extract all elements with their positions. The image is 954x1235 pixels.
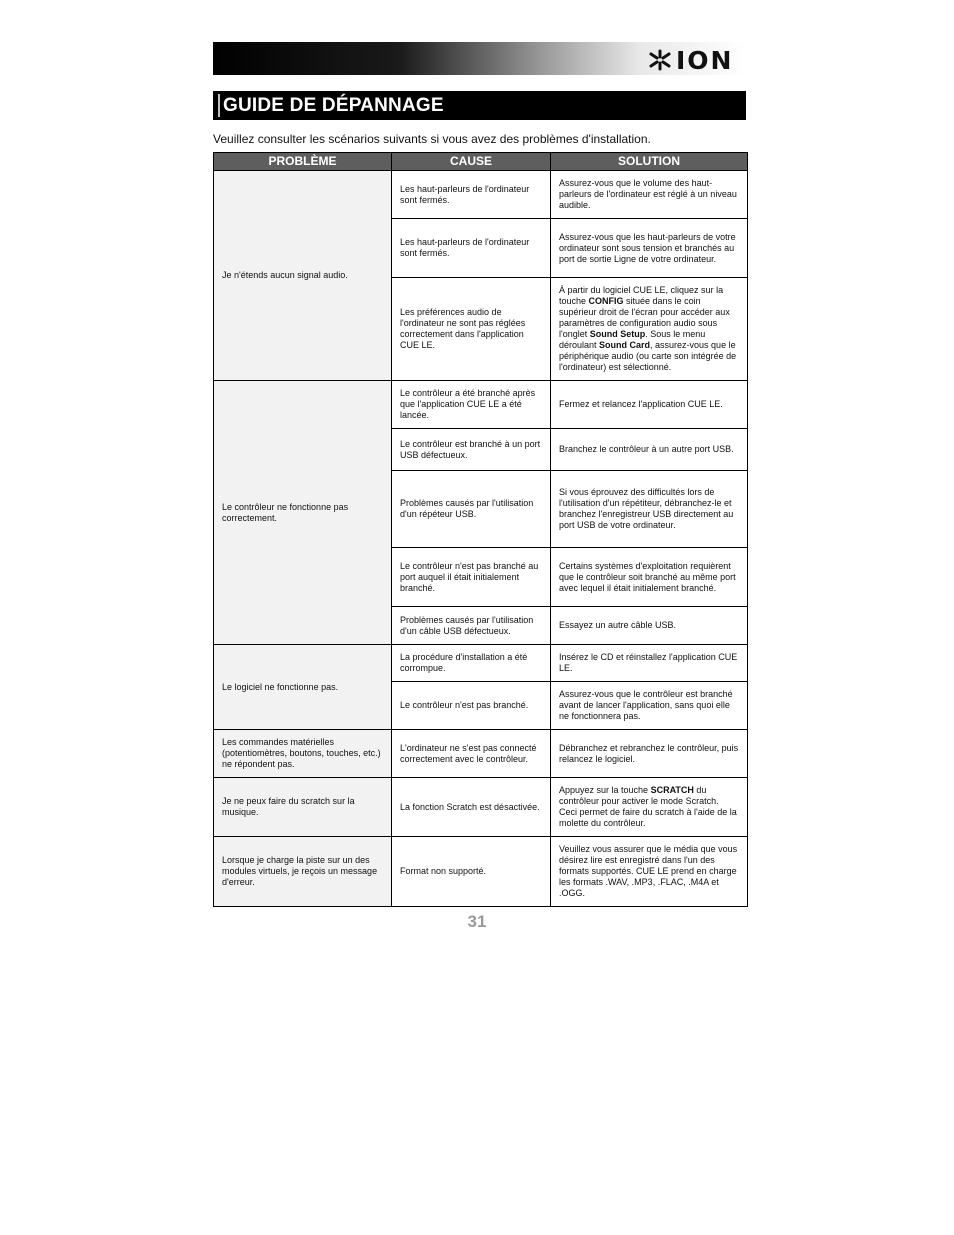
problem-cell: Je n'étends aucun signal audio.	[214, 171, 392, 381]
problem-cell: Je ne peux faire du scratch sur la musique.	[214, 778, 392, 837]
table-row	[214, 381, 748, 429]
solution-text: , assurez-vous que le périphérique audio (ou carte son intégrée de l'ordinateur) est sélectionné.	[559, 340, 737, 372]
troubleshooting-table	[213, 152, 748, 907]
cause-cell: Problèmes causés par l'utilisation d'un répéteur USB.	[392, 471, 551, 548]
header-cause: CAUSE	[392, 153, 551, 171]
solution-cell: Débranchez et rebranchez le contrôleur, puis relancez le logiciel.	[551, 730, 748, 778]
page-number: 31	[467, 912, 487, 931]
cause-cell: Les haut-parleurs de l'ordinateur sont fermés.	[392, 219, 551, 278]
solution-emphasis: CONFIG	[588, 296, 624, 306]
solution-emphasis: Sound Card	[599, 340, 651, 350]
solution-text: Appuyez sur la touche	[559, 785, 651, 795]
solution-text: située dans le coin supérieur droit de l'écran pour accéder aux paramètres de configuration audio sous l'onglet	[559, 296, 730, 339]
cause-cell: Les haut-parleurs de l'ordinateur sont fermés.	[392, 171, 551, 219]
table-header-row	[214, 153, 748, 171]
header-solution: SOLUTION	[551, 153, 748, 171]
solution-cell	[551, 778, 748, 837]
section-title-bar	[213, 91, 746, 120]
cause-cell: Le contrôleur est branché à un port USB défectueux.	[392, 429, 551, 471]
table-body	[214, 171, 748, 907]
brand-name: ION	[676, 45, 734, 75]
cause-cell: Problèmes causés par l'utilisation d'un câble USB défectueux.	[392, 607, 551, 645]
solution-cell: Si vous éprouvez des difficultés lors de l'utilisation d'un répétiteur, débranchez-le et branchez l'enregistreur USB directement au port USB de votre ordinateur.	[551, 471, 748, 548]
cause-cell: Format non supporté.	[392, 837, 551, 907]
cause-cell: L'ordinateur ne s'est pas connecté correctement avec le contrôleur.	[392, 730, 551, 778]
cause-cell: La procédure d'installation a été corrompue.	[392, 645, 551, 682]
solution-cell: Assurez-vous que le contrôleur est branché avant de lancer l'application, sans quoi elle ne fonctionnera pas.	[551, 682, 748, 730]
solution-cell: Assurez-vous que les haut-parleurs de votre ordinateur sont sous tension et branchés au port de sortie Ligne de votre ordinateur.	[551, 219, 748, 278]
solution-cell: Branchez le contrôleur à un autre port USB.	[551, 429, 748, 471]
table-row	[214, 171, 748, 219]
solution-cell: Fermez et relancez l'application CUE LE.	[551, 381, 748, 429]
cause-cell: Le contrôleur n'est pas branché au port auquel il était initialement branché.	[392, 548, 551, 607]
solution-cell: Certains systèmes d'exploitation requièrent que le contrôleur soit branché au même port avec lequel il était initialement branché.	[551, 548, 748, 607]
cause-cell: Le contrôleur n'est pas branché.	[392, 682, 551, 730]
page-title: GUIDE DE DÉPANNAGE	[223, 95, 444, 116]
problem-cell: Le logiciel ne fonctionne pas.	[214, 645, 392, 730]
table-row	[214, 730, 748, 778]
solution-text: . Sous le menu déroulant	[559, 329, 706, 350]
solution-cell	[551, 278, 748, 381]
solution-emphasis: Sound Setup	[589, 329, 646, 339]
table-row	[214, 837, 748, 907]
brand-logo	[649, 46, 733, 74]
problem-cell: Les commandes matérielles (potentiomètres, boutons, touches, etc.) ne répondent pas.	[214, 730, 392, 778]
intro-text: Veuillez consulter les scénarios suivants si vous avez des problèmes d'installation.	[213, 132, 651, 146]
solution-cell: Assurez-vous que le volume des haut-parleurs de l'ordinateur est réglé à un niveau audible.	[551, 171, 748, 219]
cause-cell: La fonction Scratch est désactivée.	[392, 778, 551, 837]
header-probleme: PROBLÈME	[214, 153, 392, 171]
table-row	[214, 645, 748, 682]
table-row	[214, 778, 748, 837]
solution-cell: Veuillez vous assurer que le média que vous désirez lire est enregistré dans l'un des formats supportés. CUE LE prend en charge les formats .WAV, .MP3, .FLAC, .M4A et .OGG.	[551, 837, 748, 907]
solution-cell: Essayez un autre câble USB.	[551, 607, 748, 645]
title-accent-rule	[218, 94, 220, 117]
cause-cell: Le contrôleur a été branché après que l'application CUE LE a été lancée.	[392, 381, 551, 429]
problem-cell: Le contrôleur ne fonctionne pas correctement.	[214, 381, 392, 645]
solution-text: du contrôleur pour activer le mode Scratch. Ceci permet de faire du scratch à l'aide de la molette du contrôleur.	[559, 785, 737, 828]
cause-cell: Les préférences audio de l'ordinateur ne sont pas réglées correctement dans l'application CUE LE.	[392, 278, 551, 381]
ion-star-icon	[649, 48, 671, 72]
solution-emphasis: SCRATCH	[650, 785, 694, 795]
solution-cell: Insérez le CD et réinstallez l'application CUE LE.	[551, 645, 748, 682]
problem-cell: Lorsque je charge la piste sur un des modules virtuels, je reçois un message d'erreur.	[214, 837, 392, 907]
solution-text: À partir du logiciel CUE LE, cliquez sur la touche	[559, 285, 724, 306]
